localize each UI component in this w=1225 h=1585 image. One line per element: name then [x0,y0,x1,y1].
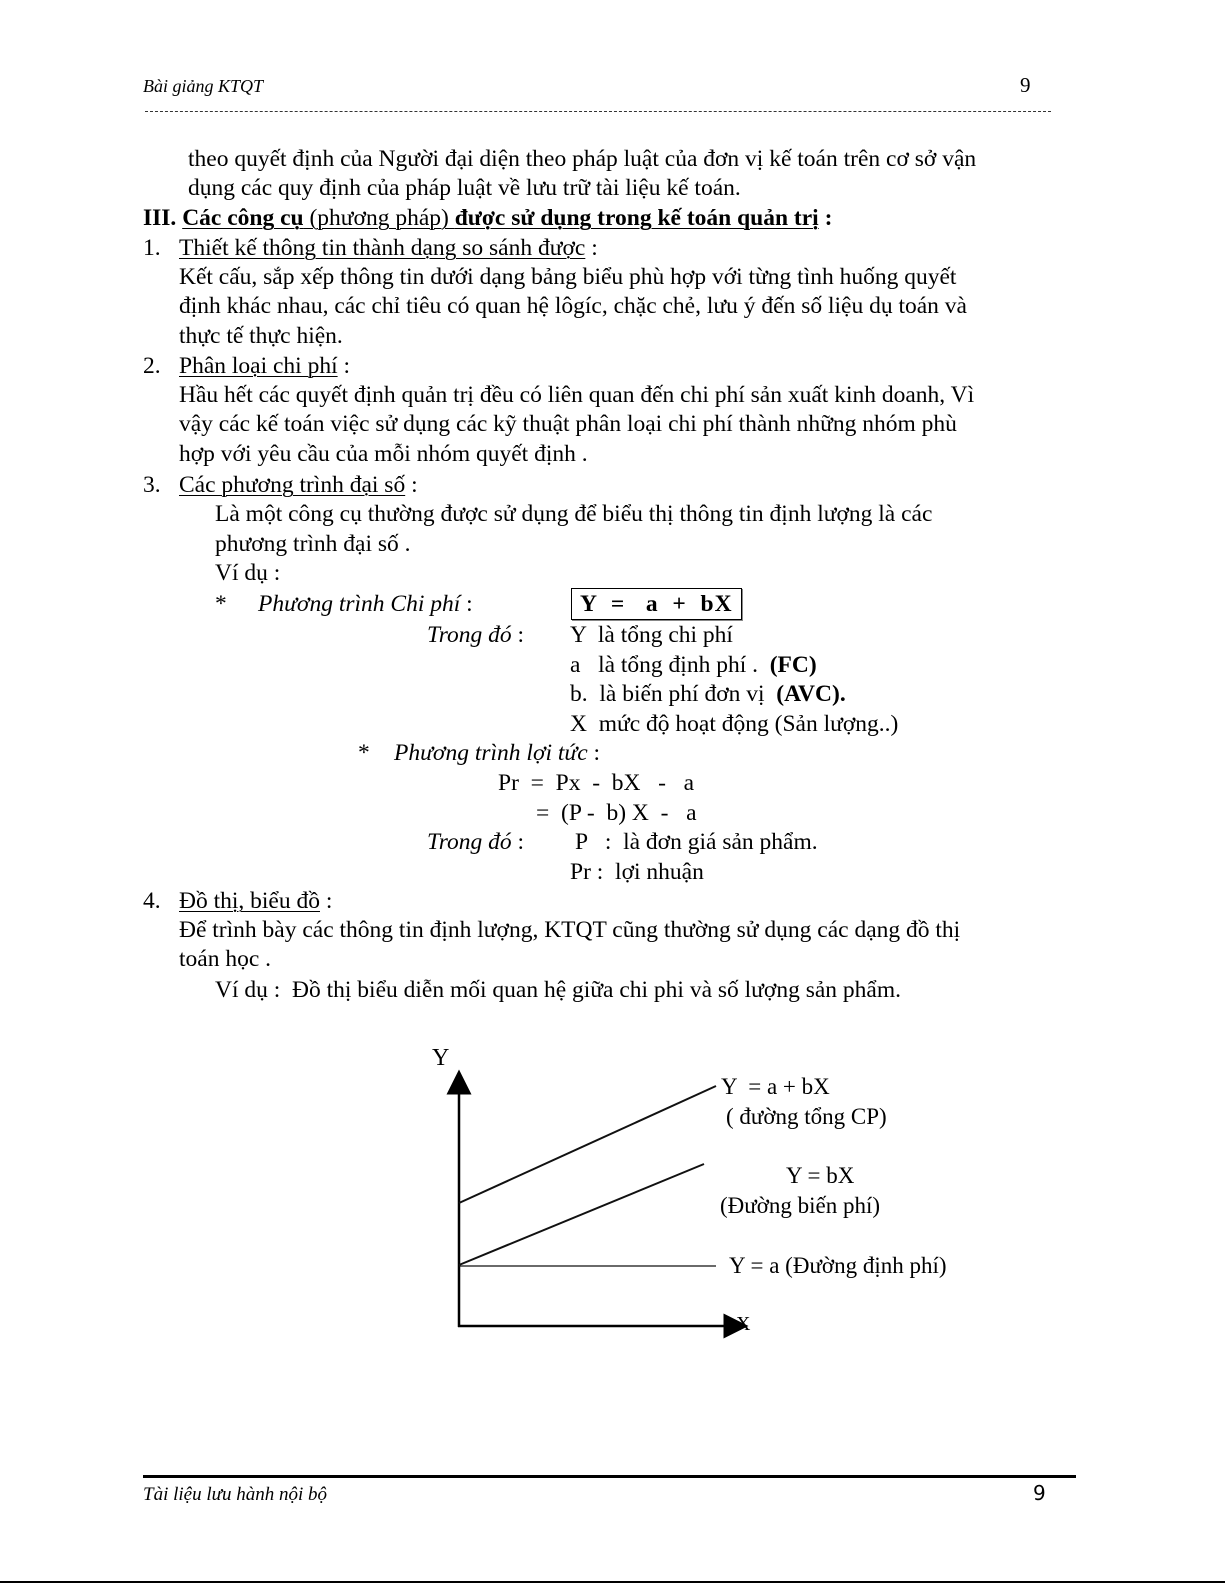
item-2-number: 2. [143,353,161,379]
item-2-heading: Phân loại chi phí [179,353,338,379]
profit-where-label: Trong đó [427,829,512,855]
continuation-line-2: dụng các quy định của pháp luật về lưu trữ tài liệu kế toán. [188,175,741,201]
header-page-number: 9 [1020,73,1031,97]
section-title-part2: (phương pháp) [303,205,455,231]
total-cost-caption: ( đường tổng CP) [726,1104,887,1129]
variable-cost-line [459,1164,704,1265]
footer-text: Tài liệu lưu hành nội bộ [143,1484,328,1505]
item-2-body-line-2: vậy các kế toán việc sử dụng các kỹ thuật phân loại chi phí thành những nhóm phù [179,411,957,437]
profit-def-p: P : là đơn giá sản phẩm. [575,829,818,855]
cost-where-suffix: : [511,622,525,648]
item-4-number: 4. [143,888,161,914]
footer-page-number: 9 [1033,1481,1046,1505]
item-3-number: 3. [143,472,161,498]
item-3-suffix: : [405,472,418,498]
chart-x-label: X [736,1313,751,1335]
item-4-body-line-2: toán học . [179,946,272,972]
continuation-line-1: theo quyết định của Người đại diện theo pháp luật của đơn vị kế toán trên cơ sở vận [188,146,977,172]
section-title-suffix: : [818,205,833,231]
item-4-heading: Đồ thị, biểu đồ [179,888,320,914]
profit-eq-bullet: * [358,740,370,766]
cost-formula-box: Y = a + bX [571,588,742,620]
fixed-cost-label: Y = a (Đường định phí) [729,1253,947,1278]
item-1-suffix: : [585,235,598,261]
profit-def-pr: Pr : lợi nhuận [570,859,704,885]
section-numeral: III. [143,205,177,231]
section-title-part1: Các công cụ [182,205,304,231]
cost-where-label: Trong đó [427,622,512,648]
item-3-body-line-2: phương trình đại số . [215,531,411,557]
total-cost-line [459,1086,716,1203]
item-4-example: Ví dụ : Đồ thị biểu diễn mối quan hệ giữa chi phi và số lượng sản phẩm. [215,977,902,1003]
item-3-body-line-1: Là một công cụ thường được sử dụng để biểu thị thông tin định lượng là các [215,501,933,527]
profit-formula-line-2: = (P - b) X - a [536,800,697,826]
cost-eq-bullet: * [215,591,227,617]
def-abbrev: (FC) [769,652,817,678]
item-1-number: 1. [143,235,161,261]
profit-formula-line-1: Pr = Px - bX - a [498,770,695,796]
def-text: mức độ hoạt động (Sản lượng..) [586,711,899,737]
total-cost-label: Y = a + bX [721,1074,830,1099]
def-symbol: X [570,711,587,737]
footer-divider [143,1475,1076,1478]
profit-eq-label: Phương trình lợi tức [394,740,588,766]
section-title-part3: được sử dụng trong kế toán quản trị [454,205,819,231]
def-abbrev: (AVC). [776,681,846,707]
item-1-heading: Thiết kế thông tin thành dạng so sánh được [179,235,586,261]
item-1-body-line-3: thực tế thực hiện. [179,323,343,349]
variable-cost-label: Y = bX [786,1163,855,1188]
header-title: Bài giảng KTQT [143,76,264,96]
variable-cost-caption: (Đường biến phí) [720,1193,881,1218]
profit-eq-label-suffix: : [587,740,601,766]
def-symbol: b. [570,681,588,707]
item-4-suffix: : [320,888,333,914]
cost-eq-label-suffix: : [460,591,473,617]
def-text: là tổng định phí . [580,652,770,678]
item-4-body-line-1: Để trình bày các thông tin định lượng, KTQT cũng thường sử dụng các dạng đồ thị [179,917,961,943]
profit-where-suffix: : [511,829,525,855]
item-3-example-label: Ví dụ : [215,560,281,586]
def-symbol: a [570,652,581,678]
cost-eq-label: Phương trình Chi phí [258,591,461,617]
item-2-body-line-1: Hầu hết các quyết định quản trị đều có liên quan đến chi phí sản xuất kinh doanh, Vì [179,382,975,408]
def-text: là tổng chi phí [586,622,733,648]
def-text: là biến phí đơn vị [587,681,777,707]
chart-y-label: Y [432,1045,450,1071]
item-2-suffix: : [337,353,351,379]
item-1-body-line-1: Kết cấu, sắp xếp thông tin dưới dạng bảng biểu phù hợp với từng tình huống quyết [179,264,957,290]
item-2-body-line-3: hợp với yêu cầu của mỗi nhóm quyết định . [179,441,588,467]
page-edge-line [0,1581,1225,1583]
item-1-body-line-2: định khác nhau, các chỉ tiêu có quan hệ lôgíc, chặc chẻ, lưu ý đến số liệu dụ toán và [179,293,967,319]
def-symbol: Y [570,622,587,648]
item-3-heading: Các phương trình đại số [179,472,406,498]
